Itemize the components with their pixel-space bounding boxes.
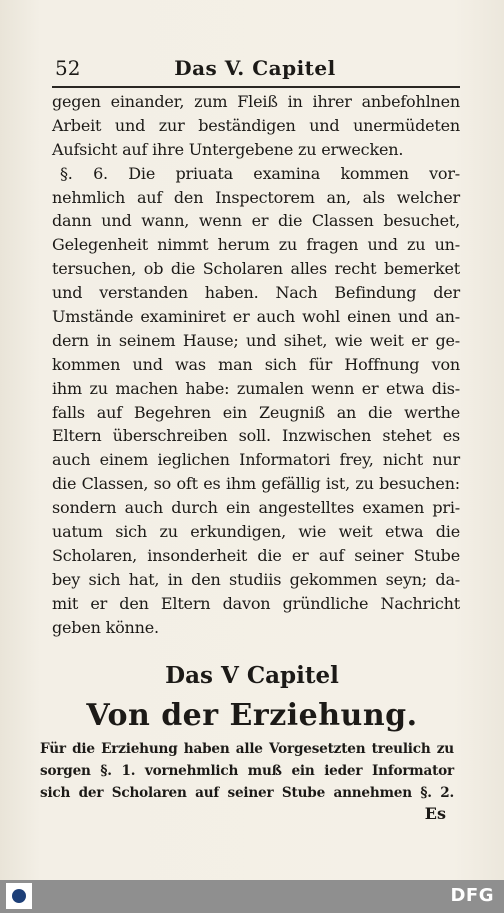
library-logo-icon[interactable] — [6, 883, 32, 909]
running-head: Das V. Capitel — [174, 56, 336, 80]
page-header — [50, 54, 460, 84]
catchword: Es — [424, 804, 446, 823]
text-line: auch einem ieglichen Informatori frey, nicht nur — [52, 450, 460, 470]
text-line: dann und wann, wenn er die Classen besuchet, — [52, 211, 460, 231]
viewer-footer — [0, 880, 504, 913]
text-line: sondern auch durch ein angestelltes examen pri- — [52, 498, 460, 518]
text-line: bey sich hat, in den studiis gekommen seyn; da- — [52, 569, 460, 589]
text-line: §. 6. Die priuata examina kommen vor- — [60, 163, 460, 183]
text-line: Arbeit und zur beständigen und unermüdeten — [52, 115, 460, 135]
body-text — [52, 90, 460, 639]
text-line: Aufsicht auf ihre Untergebene zu erwecken. — [52, 139, 404, 159]
chapter-label: Das V Capitel — [165, 662, 339, 689]
text-line: uatum sich zu erkundigen, wie weit etwa die — [52, 522, 460, 542]
text-line: tersuchen, ob die Scholaren alles recht bemerket — [52, 259, 460, 279]
summary-line: sorgen §. 1. vornehmlich muß ein ieder Informator — [40, 763, 454, 779]
text-line: kommen und was man sich für Hoffnung von — [52, 354, 460, 374]
summary-line: sich der Scholaren auf seiner Stube annehmen §. 2. — [40, 785, 454, 801]
text-line: geben könne. — [52, 617, 159, 637]
text-line: Umstände examiniret er auch wohl einen und an- — [52, 307, 460, 327]
chapter-summary — [40, 738, 454, 804]
text-line: dern in seinem Hause; und sihet, wie weit er ge- — [52, 330, 460, 350]
text-line: gegen einander, zum Fleiß in ihrer anbefohlnen — [52, 92, 460, 111]
text-line: mit er den Eltern davon gründliche Nachricht — [52, 593, 460, 613]
text-line: falls auf Begehren ein Zeugniß an die werthe — [52, 402, 460, 422]
chapter-title: Von der Erziehung. — [86, 698, 418, 733]
dfg-logo[interactable]: DFG — [450, 885, 494, 906]
text-line: ihm zu machen habe: zumalen wenn er etwa dis- — [52, 378, 460, 398]
text-line: Eltern überschreiben soll. Inzwischen stehet es — [52, 426, 460, 446]
text-line: und verstanden haben. Nach Befindung der — [52, 283, 460, 303]
text-line: Scholaren, insonderheit die er auf seiner Stube — [52, 545, 460, 565]
summary-line: Für die Erziehung haben alle Vorgesetzten treulich zu — [40, 741, 454, 757]
header-rule — [52, 86, 460, 88]
text-line: die Classen, so oft es ihm gefällig ist, zu besuchen: — [52, 474, 460, 494]
text-line: nehmlich auf den Inspectorem an, als welcher — [52, 187, 460, 207]
text-line: Gelegenheit nimmt herum zu fragen und zu un- — [52, 235, 460, 255]
page-number: 52 — [55, 56, 81, 80]
